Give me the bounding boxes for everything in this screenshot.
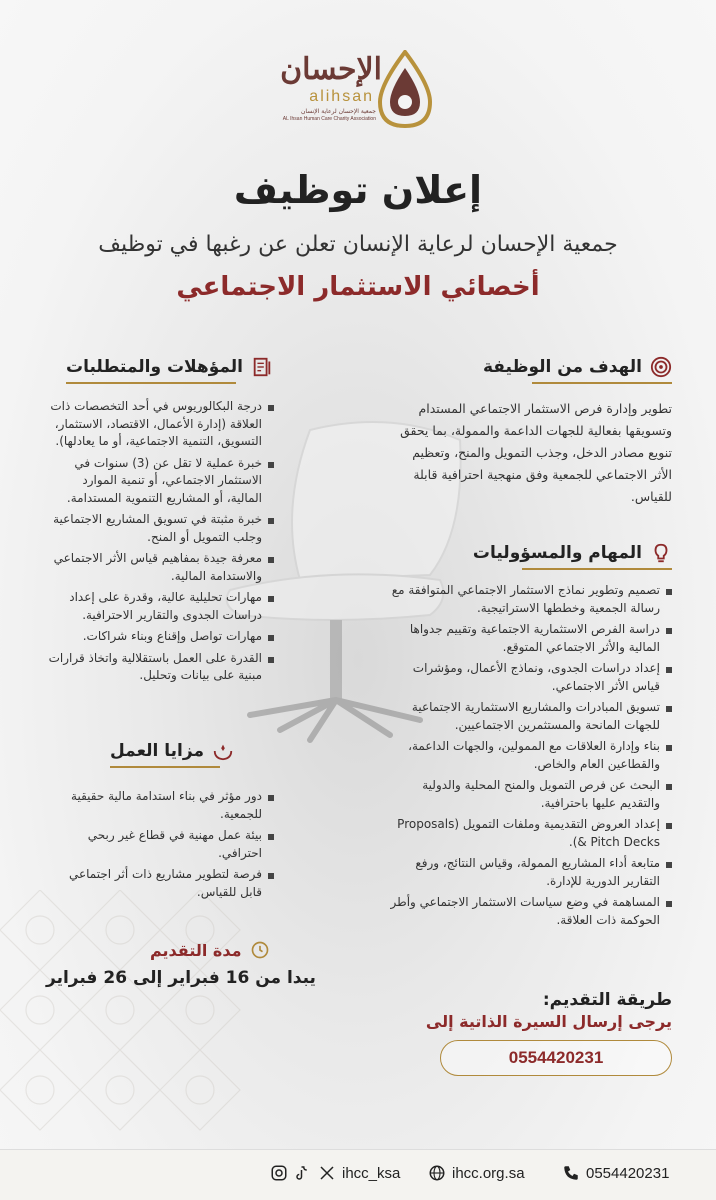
apply-phone-link[interactable]: 0554420231 — [440, 1040, 672, 1076]
logo-tagline-en: AL Ihsan Human Care Charity Association — [282, 116, 376, 122]
list-item: دراسة الفرص الاستثمارية الاجتماعية وتقييم جدواها المالية والأثر الاجتماعي المتوقع. — [390, 621, 672, 656]
goal-text: تطوير وإدارة فرص الاستثمار الاجتماعي المستدام وتسويقها بفعالية للجهات الداعمة والممولة، بما يحقق تنويع مصادر الدخل، وجذب التمويل والمنح، وتعظيم الأثر الاجتماعي للجمعية وفق منهجية احترافية قابلة للقياس. — [400, 401, 672, 504]
job-position: أخصائي الاستثمار الاجتماعي — [176, 272, 540, 302]
page-subtitle: جمعية الإحسان لرعاية الإنسان تعلن عن رغبها في توظيف — [98, 232, 618, 257]
goal-underline — [532, 382, 672, 384]
footer-phone-text: 0554420231 — [586, 1164, 670, 1182]
list-item: دور مؤثر في بناء استدامة مالية حقيقية للجمعية. — [44, 788, 274, 823]
qualifications-underline — [66, 382, 236, 384]
globe-icon — [428, 1164, 446, 1182]
x-icon — [318, 1164, 336, 1182]
list-item: متابعة أداء المشاريع الممولة، وقياس النتائج، ورفع التقارير الدورية للإدارة. — [390, 855, 672, 890]
phone-icon — [562, 1164, 580, 1182]
document-pen-icon — [251, 356, 273, 378]
goal-heading-text: الهدف من الوظيفة — [482, 357, 642, 377]
duration-label-text: مدة التقديم — [150, 940, 242, 960]
brand-logo — [270, 50, 440, 130]
benefits-heading-text: مزايا العمل — [110, 741, 204, 761]
list-item: خبرة مثبتة في تسويق المشاريع الاجتماعية وجلب التمويل أو المنح. — [44, 511, 274, 546]
tasks-heading — [473, 542, 672, 564]
hands-heart-icon — [212, 740, 234, 762]
qualifications-heading — [66, 356, 273, 378]
list-item: درجة البكالوريوس في أحد التخصصات ذات العلاقة (إدارة الأعمال، الاقتصاد، الاستثمار، التسويق، التنمية الاجتماعية، أو ما يعادلها). — [44, 398, 274, 451]
list-item: مهارات تواصل وإقناع وبناء شراكات. — [44, 628, 274, 646]
goal-heading — [483, 356, 672, 378]
list-item: تسويق المبادرات والمشاريع الاستثمارية الاجتماعية للجهات المانحة والمستثمرين الاجتماعيين. — [390, 699, 672, 734]
duration-label — [150, 940, 270, 960]
list-item: معرفة جيدة بمفاهيم قياس الأثر الاجتماعي والاستدامة المالية. — [44, 550, 274, 585]
footer — [0, 1149, 716, 1200]
qualifications-list — [44, 398, 274, 689]
list-item: إعداد العروض التقديمية وملفات التمويل (Proposals & Pitch Decks). — [390, 816, 672, 851]
instagram-icon — [270, 1164, 288, 1182]
list-item: مهارات تحليلية عالية، وقدرة على إعداد دراسات الجدوى والتقارير الاحترافية. — [44, 589, 274, 624]
benefits-heading — [110, 740, 234, 762]
footer-website-text: ihcc.org.sa — [452, 1164, 525, 1182]
logo-name-ar: الإحسان — [280, 52, 382, 87]
footer-social-handle: ihcc_ksa — [342, 1164, 401, 1182]
list-item: تصميم وتطوير نماذج الاستثمار الاجتماعي المتوافقة مع رسالة الجمعية وخططها الاستراتيجية. — [390, 582, 672, 617]
list-item: القدرة على العمل باستقلالية واتخاذ قرارات مبنية على بيانات وتحليل. — [44, 650, 274, 685]
apply-label: طريقة التقديم: — [542, 990, 672, 1010]
tasks-list — [390, 582, 672, 933]
footer-social[interactable] — [270, 1164, 400, 1182]
list-item: بيئة عمل مهنية في قطاع غير ربحي احترافي. — [44, 827, 274, 862]
footer-website-link[interactable] — [428, 1164, 525, 1182]
lightbulb-icon — [650, 542, 672, 564]
apply-text: يرجى إرسال السيرة الذاتية إلى — [425, 1012, 672, 1031]
benefits-underline — [110, 766, 220, 768]
list-item: خبرة عملية لا تقل عن (3) سنوات في الاستثمار الاجتماعي، أو تنمية الموارد المالية، أو المشاريع التنموية المستدامة. — [44, 455, 274, 508]
logo-name-en: alihsan — [309, 88, 374, 105]
list-item: بناء وإدارة العلاقات مع الممولين، والجهات الداعمة، والقطاعين العام والخاص. — [390, 738, 672, 773]
target-icon — [650, 356, 672, 378]
list-item: البحث عن فرص التمويل والمنح المحلية والدولية والتقديم عليها باحترافية. — [390, 777, 672, 812]
tiktok-icon — [294, 1164, 312, 1182]
tasks-underline — [522, 568, 672, 570]
list-item: فرصة لتطوير مشاريع ذات أثر اجتماعي قابل للقياس. — [44, 866, 274, 901]
benefits-list — [44, 788, 274, 905]
qualifications-heading-text: المؤهلات والمتطلبات — [66, 357, 243, 377]
duration-value: يبدا من 16 فبراير إلى 26 فبراير — [46, 968, 316, 988]
decorative-pattern — [0, 890, 300, 1150]
list-item: المساهمة في وضع سياسات الاستثمار الاجتماعي وأطر الحوكمة ذات العلاقة. — [390, 894, 672, 929]
clock-icon — [250, 940, 270, 960]
logo-tagline-ar: جمعية الإحسان لرعاية الإنسان — [301, 108, 376, 115]
footer-phone-link[interactable] — [562, 1164, 669, 1182]
list-item: إعداد دراسات الجدوى، ونماذج الأعمال، ومؤشرات قياس الأثر الاجتماعي. — [390, 660, 672, 695]
tasks-heading-text: المهام والمسؤوليات — [472, 543, 642, 563]
page-title: إعلان توظيف — [233, 168, 483, 212]
